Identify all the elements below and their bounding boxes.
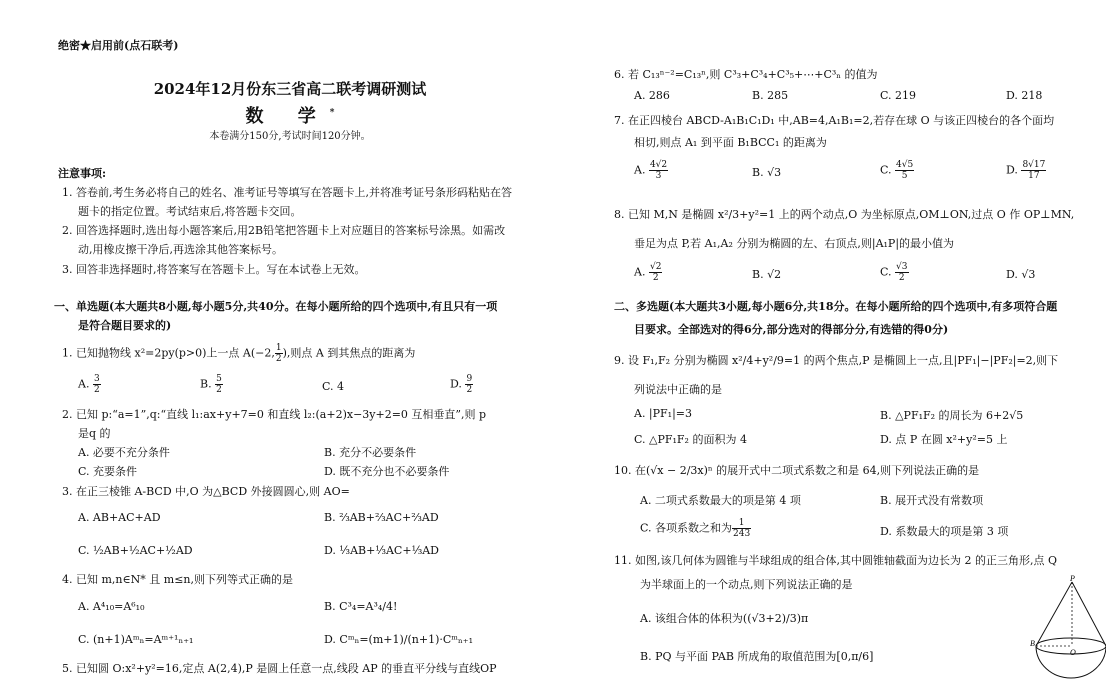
q3-option-c[interactable]: C. ½AB+½AC+½AD <box>78 544 193 557</box>
section2-heading: 二、多选题(本大题共3小题,每小题6分,共18分。在每小题所给的四个选项中,有多项符合题 <box>614 300 1058 313</box>
q4-option-c[interactable]: C. (n+1)Aᵐₙ=Aᵐ⁺¹ₙ₊₁ <box>78 633 194 646</box>
q8-option-c[interactable]: C. $\frac{√3}{2}$ <box>880 262 908 283</box>
q9-option-d[interactable]: D. 点 P 在圆 x²+y²=5 上 <box>880 433 1008 446</box>
q4-option-b[interactable]: B. C³₄=A³₄/4! <box>324 600 398 613</box>
q2-option-c[interactable]: C. 充要条件 <box>78 465 138 478</box>
label-b: B <box>1030 639 1035 648</box>
q4-option-a[interactable]: A. A⁴₁₀=A⁶₁₀ <box>78 600 145 613</box>
cone-edge-right <box>1072 582 1106 646</box>
question-5-stem: 5. 已知圆 O:x²+y²=16,定点 A(2,4),P 是圆上任意一点,线段 AP 的垂直平分线与直线OP <box>62 662 497 675</box>
q9-option-c[interactable]: C. △PF₁F₂ 的面积为 4 <box>634 433 747 446</box>
cone-edge-left <box>1036 582 1072 646</box>
confidential-label: 绝密★启用前(点石联考) <box>58 39 179 52</box>
question-9-stem-cont: 列说法中正确的是 <box>634 383 722 396</box>
note-line: 动,用橡皮擦干净后,再选涂其他答案标号。 <box>78 243 283 256</box>
q2-option-d[interactable]: D. 既不充分也不必要条件 <box>324 465 450 478</box>
notes-heading: 注意事项: <box>58 167 107 180</box>
question-11-stem-cont: 为半球面上的一个动点,则下列说法正确的是 <box>640 578 853 591</box>
cone-hemisphere-figure <box>1030 572 1106 680</box>
q9-option-a[interactable]: A. |PF₁|=3 <box>634 407 693 420</box>
q6-option-d[interactable]: D. 218 <box>1006 89 1043 102</box>
q6-option-c[interactable]: C. 219 <box>880 89 917 102</box>
q2-option-a[interactable]: A. 必要不充分条件 <box>78 446 170 459</box>
q1-option-d[interactable]: D. $\frac{9}{2}$ <box>450 374 473 395</box>
q11-option-a[interactable]: A. 该组合体的体积为((√3+2)/3)π <box>640 612 809 625</box>
question-9-stem: 9. 设 F₁,F₂ 分别为椭圆 x²/4+y²/9=1 的两个焦点,P 是椭圆上一点,且|PF₁|−|PF₂|=2,则下 <box>614 354 1059 367</box>
question-8-stem-cont: 垂足为点 P,若 A₁,A₂ 分别为椭圆的左、右顶点,则|A₁P|的最小值为 <box>634 237 955 250</box>
q3-option-b[interactable]: B. ⅔AB+⅔AC+⅔AD <box>324 511 439 524</box>
q1-option-a[interactable]: A. $\frac{3}{2}$ <box>78 374 100 395</box>
q6-option-a[interactable]: A. 286 <box>634 89 670 102</box>
q10-option-d[interactable]: D. 系数最大的项是第 3 项 <box>880 525 1009 538</box>
question-2-stem-cont: 是q 的 <box>78 427 111 440</box>
section1-heading-cont: 是符合题目要求的) <box>78 319 172 332</box>
question-2-stem: 2. 已知 p:“a=1”,q:“直线 l₁:ax+y+7=0 和直线 l₂:(a+2)x−3y+2=0 互相垂直”,则 p <box>62 408 487 421</box>
note-line: 1. 答卷前,考生务必将自己的姓名、准考证号等填写在答题卡上,并将准考证号条形码粘贴在答 <box>62 186 512 199</box>
question-8-stem: 8. 已知 M,N 是椭圆 x²/3+y²=1 上的两个动点,O 为坐标原点,OM⊥ON,过点 O 作 OP⊥MN, <box>614 208 1075 221</box>
q7-option-b[interactable]: B. √3 <box>752 166 782 179</box>
q4-option-d[interactable]: D. Cᵐₙ=(m+1)/(n+1)·Cᵐₙ₊₁ <box>324 633 474 646</box>
note-line: 题卡的指定位置。考试结束后,将答题卡交回。 <box>78 205 302 218</box>
question-4-stem: 4. 已知 m,n∈N* 且 m≤n,则下列等式正确的是 <box>62 573 293 586</box>
subject-title: 数 学* <box>245 106 335 127</box>
label-p: P <box>1070 574 1075 583</box>
q10-option-a[interactable]: A. 二项式系数最大的项是第 4 项 <box>640 494 801 507</box>
q2-option-b[interactable]: B. 充分不必要条件 <box>324 446 417 459</box>
question-7-stem: 7. 在正四棱台 ABCD-A₁B₁C₁D₁ 中,AB=4,A₁B₁=2,若存在球 O 与该正四棱台的各个面均 <box>614 114 1055 127</box>
q9-option-b[interactable]: B. △PF₁F₂ 的周长为 6+2√5 <box>880 409 1024 422</box>
question-3-stem: 3. 在正三棱锥 A-BCD 中,O 为△BCD 外接圆圆心,则 AO= <box>62 485 350 498</box>
q6-option-b[interactable]: B. 285 <box>752 89 789 102</box>
q7-option-c[interactable]: C. $\frac{4√5}{5}$ <box>880 160 914 181</box>
question-7-stem-cont: 相切,则点 A₁ 到平面 B₁BCC₁ 的距离为 <box>634 136 827 149</box>
label-o: O <box>1070 648 1076 657</box>
question-1-stem: 1. 已知抛物线 x²=2py(p>0)上一点 A(−2, $\frac{1}{2}$ ),则点 A 到其焦点的距离为 <box>62 343 416 364</box>
q7-option-a[interactable]: A. $\frac{4√2}{3}$ <box>634 160 668 181</box>
q8-option-d[interactable]: D. √3 <box>1006 268 1036 281</box>
q7-option-d[interactable]: D. $\frac{8√17}{17}$ <box>1006 160 1046 181</box>
q1-option-c[interactable]: C. 4 <box>322 380 345 393</box>
score-info: 本卷满分150分,考试时间120分钟。 <box>209 131 371 142</box>
q10-option-b[interactable]: B. 展开式没有常数项 <box>880 494 984 507</box>
section2-heading-cont: 目要求。全部选对的得6分,部分选对的得部分分,有选错的得0分) <box>634 323 949 336</box>
question-6-stem: 6. 若 C₁₃ⁿ⁻²=C₁₃ⁿ,则 C³₃+C³₄+C³₅+⋯+C³ₙ 的值为 <box>614 68 878 81</box>
note-line: 3. 回答非选择题时,将答案写在答题卡上。写在本试卷上无效。 <box>62 263 366 276</box>
q8-option-b[interactable]: B. √2 <box>752 268 782 281</box>
note-line: 2. 回答选择题时,选出每小题答案后,用2B铅笔把答题卡上对应题目的答案标号涂黑。如需改 <box>62 224 506 237</box>
q11-option-b[interactable]: B. PQ 与平面 PAB 所成角的取值范围为[0,π/6] <box>640 650 874 663</box>
q3-option-d[interactable]: D. ⅓AB+⅓AC+⅓AD <box>324 544 439 557</box>
q1-option-b[interactable]: B. $\frac{5}{2}$ <box>200 374 222 395</box>
question-10-stem: 10. 在(√x − 2/3x)ⁿ 的展开式中二项式系数之和是 64,则下列说法正确的是 <box>614 464 980 477</box>
q3-option-a[interactable]: A. AB+AC+AD <box>78 511 161 524</box>
question-11-stem: 11. 如图,该几何体为圆锥与半球组成的组合体,其中圆锥轴截面为边长为 2 的正三角形,点 Q <box>614 554 1057 567</box>
exam-title: 2024年12月份东三省高二联考调研测试 <box>153 80 427 98</box>
q10-option-c[interactable]: C. 各项系数之和为 $\frac{1}{243}$ <box>640 518 751 539</box>
q8-option-a[interactable]: A. $\frac{√2}{2}$ <box>634 262 662 283</box>
section1-heading: 一、单选题(本大题共8小题,每小题5分,共40分。在每小题所给的四个选项中,有且只有一项 <box>54 300 498 313</box>
